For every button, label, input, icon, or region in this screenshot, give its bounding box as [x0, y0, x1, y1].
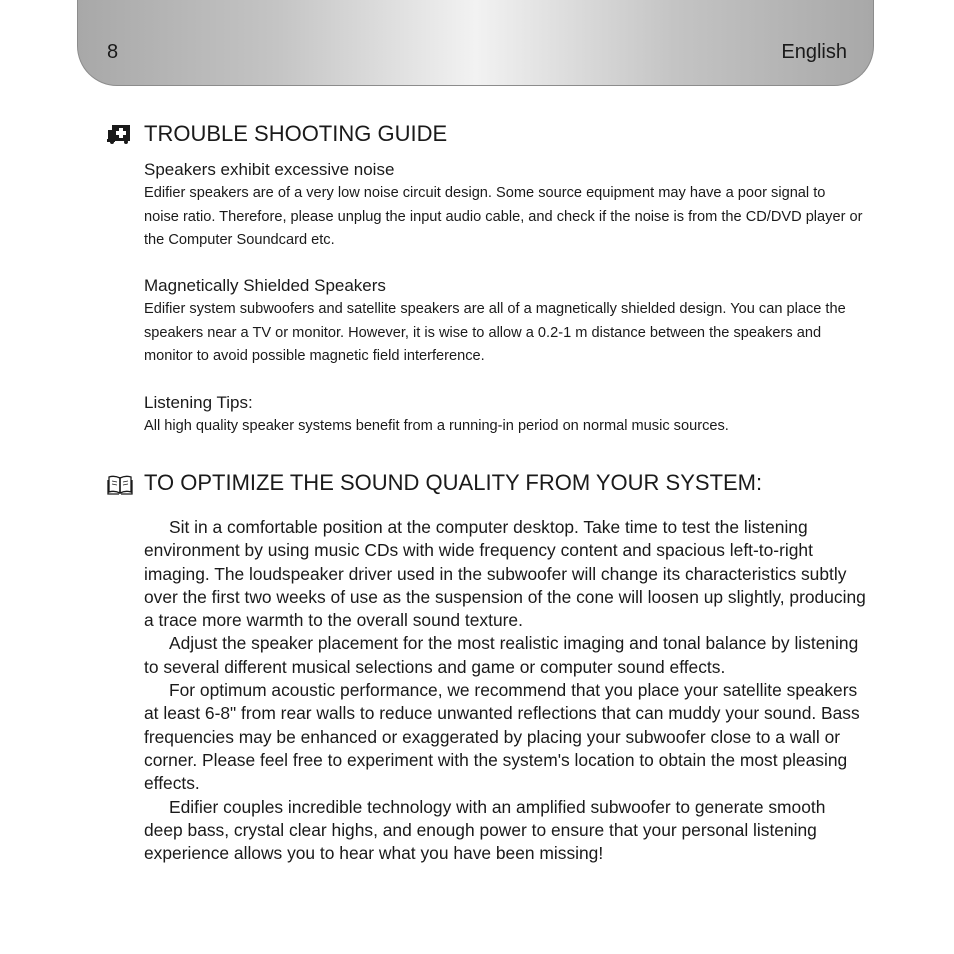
optimize-body: [144, 516, 868, 865]
optimize-paragraph: Adjust the speaker placement for the most realistic imaging and tonal balance by listening to several different musical selections and game or computer sound effects.: [144, 633, 859, 677]
listening-tips-heading: Listening Tips:: [144, 393, 253, 412]
troubleshooting-title: TROUBLE SHOOTING GUIDE: [144, 121, 448, 146]
optimize-paragraph: Sit in a comfortable position at the computer desktop. Take time to test the listening environment by using music CDs with wide frequency content and spacious left-to-right imaging. The loudspeaker driver used in the subwoofer will change its characteristics subtly over the first two weeks of use as the suspension of the cone will loosen up slightly, producing a trace more warmth to the overall sound texture.: [144, 517, 866, 631]
open-book-icon: [107, 474, 133, 496]
shielded-heading: Magnetically Shielded Speakers: [144, 276, 386, 295]
noise-heading: Speakers exhibit excessive noise: [144, 160, 395, 179]
page-number: 8: [107, 41, 119, 63]
noise-text: Edifier speakers are of a very low noise circuit design. Some source equipment may have a poor signal to noise ratio. Therefore, please unplug the input audio cable, and check if the noise is from the CD/DVD player or the Computer Soundcard etc.: [144, 185, 863, 248]
optimize-paragraph: For optimum acoustic performance, we recommend that you place your satellite speakers at least 6-8" from rear walls to reduce unwanted reflections that can muddy your sound. Bass frequencies may be enhanced or exaggerated by placing your subwoofer close to a wall or corner. Please feel free to experiment with the system's location to obtain the most pleasing effects.: [144, 680, 860, 794]
language-label: English: [781, 41, 847, 63]
shielded-text: Edifier system subwoofers and satellite speakers are all of a magnetically shielded design. You can place the speakers near a TV or monitor. However, it is wise to allow a 0.2-1 m distance between the speakers and monitor to avoid possible magnetic field interference.: [144, 301, 846, 364]
optimize-paragraph: Edifier couples incredible technology with an amplified subwoofer to generate smooth deep bass, crystal clear highs, and enough power to ensure that your personal listening experience allows you to hear what you have been missing!: [144, 796, 826, 864]
optimize-title: TO OPTIMIZE THE SOUND QUALITY FROM YOUR SYSTEM:: [144, 470, 763, 495]
page-header: [77, 0, 874, 86]
first-aid-kit-icon: [107, 122, 133, 144]
listening-tips-text: All high quality speaker systems benefit from a running-in period on normal music sources.: [144, 418, 729, 434]
